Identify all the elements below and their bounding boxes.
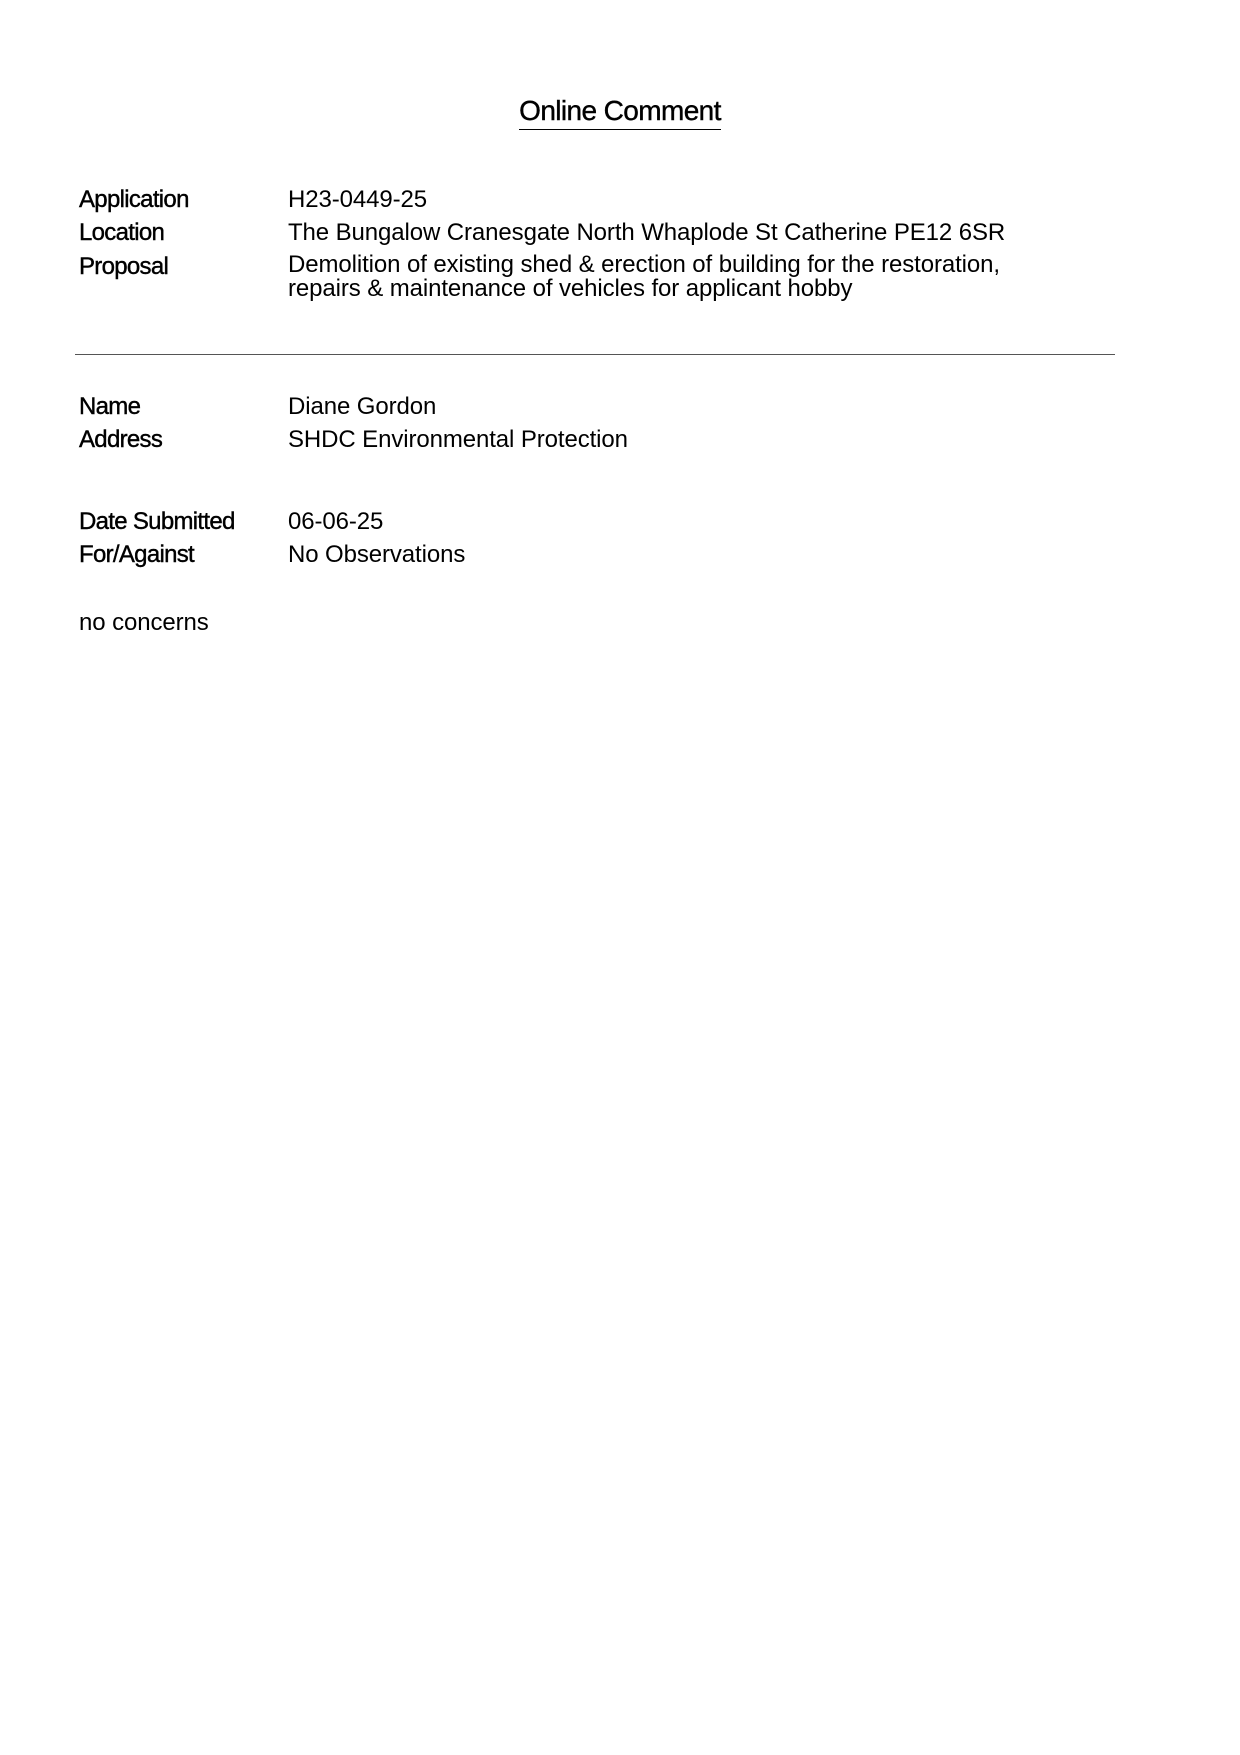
location-row bbox=[79, 219, 1108, 247]
name-value: Diane Gordon bbox=[288, 393, 437, 420]
proposal-value bbox=[288, 253, 1108, 301]
application-row bbox=[79, 186, 1108, 214]
application-label: Application bbox=[79, 186, 189, 213]
name-row bbox=[79, 393, 1108, 421]
for-against-value: No Observations bbox=[288, 541, 466, 568]
for-against-label: For/Against bbox=[79, 541, 195, 568]
location-value: The Bungalow Cranesgate North Whaplode St Catherine PE12 6SR bbox=[288, 219, 1006, 246]
page-title bbox=[0, 94, 1240, 130]
location-label: Location bbox=[79, 219, 165, 246]
date-submitted-label: Date Submitted bbox=[79, 508, 235, 535]
proposal-row bbox=[79, 253, 1108, 301]
address-label: Address bbox=[79, 426, 163, 453]
proposal-label: Proposal bbox=[79, 253, 169, 280]
proposal-value-line-2: repairs & maintenance of vehicles for applicant hobby bbox=[288, 275, 853, 302]
comment-text: no concerns bbox=[79, 609, 209, 636]
page-title-text: Online Comment bbox=[519, 94, 721, 130]
for-against-row bbox=[79, 541, 1108, 569]
proposal-value-line-1: Demolition of existing shed & erection of building for the restoration, bbox=[288, 251, 1000, 278]
name-label: Name bbox=[79, 393, 141, 420]
section-divider bbox=[75, 354, 1115, 355]
date-submitted-value: 06-06-25 bbox=[288, 508, 384, 535]
date-submitted-row bbox=[79, 508, 1108, 536]
address-value: SHDC Environmental Protection bbox=[288, 426, 628, 453]
application-value: H23-0449-25 bbox=[288, 186, 427, 213]
address-row bbox=[79, 426, 1108, 454]
